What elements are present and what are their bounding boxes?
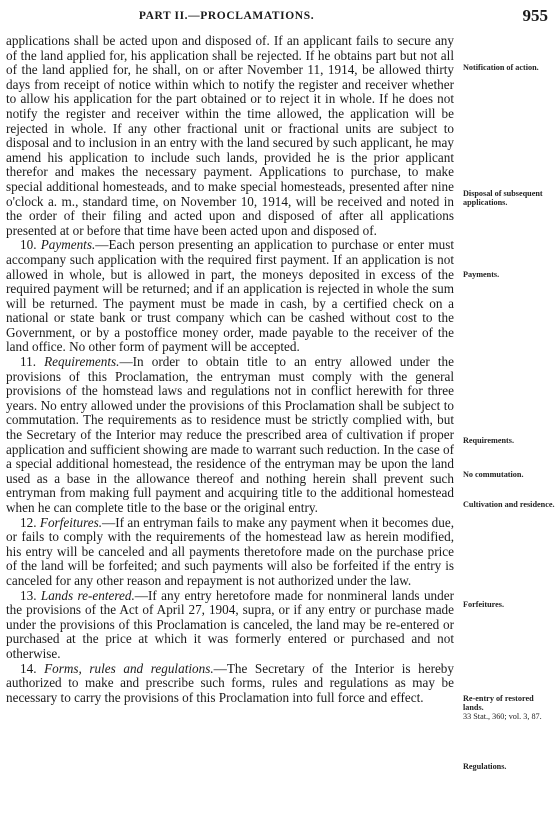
margin-note-forfeitures: Forfeitures. bbox=[463, 600, 504, 609]
margin-note-disposal: Disposal of subsequent applications. bbox=[463, 189, 543, 208]
section-heading: Forfeitures. bbox=[39, 514, 103, 530]
paragraph-payments: 10. Payments.—Each person presenting an application to purchase or enter must accompany such application with the required first payment. If an application is not allowed in whole, but is allowed in part, the moneys deposited in excess of the required payment will be returned; and if an application is rejected in whole the sum will be returned. The payment must be made in cash, by a certified check on a national or state bank or trust company which can be cashed without cost to the Government, or by a postoffice money order, made payable to the receiver of the land office. No other form of payment will be accepted. bbox=[6, 237, 454, 355]
section-number: 10. bbox=[20, 237, 37, 253]
margin-note-reentry-citation: 33 Stat., 360; vol. 3, 87. bbox=[463, 712, 542, 722]
section-number: 11. bbox=[20, 354, 36, 370]
paragraph-requirements: 11. Requirements.—In order to obtain title to an entry allowed under the provisions of this Proclamation, the entryman must comply with the general provisions of the homstead laws and regulations not in conflict herewith for three years. No entry allowed under the provisions of this Proclamation shall be subject to commutation. The requirements as to residence must be strictly complied with, but the Secretary of the Interior may reduce the prescribed area of cultivation if proper application and sufficient showing are made to warrant such reduction. In the case of a special additional homestead, the residence of the entryman may be upon the land used as a base in the allowance thereof and nothing herein shall prevent such entryman from making full payment and acquiring title to the additional homestead when he can complete title to the base or the original entry. bbox=[6, 354, 454, 515]
margin-note-requirements: Requirements. bbox=[463, 436, 515, 445]
margin-note-cultivation: Cultivation and residence. bbox=[463, 500, 555, 509]
section-heading: Requirements. bbox=[44, 354, 120, 370]
section-number: 12. bbox=[20, 514, 37, 530]
margin-note-no-commutation: No commutation. bbox=[463, 470, 524, 479]
margin-note-payments: Payments. bbox=[463, 270, 500, 279]
margin-note-regulations: Regulations. bbox=[463, 762, 507, 771]
paragraph-regulations: 14. Forms, rules and regulations.—The Secretary of the Interior is hereby authorized to make and prescribe such forms, rules and regulations as may be necessary to carry the provisions of this Proclamation into full force and effect. bbox=[6, 660, 454, 705]
section-heading: Payments. bbox=[40, 237, 96, 253]
margin-note-reentry-title: Re-entry of restored lands. bbox=[463, 694, 534, 713]
body-text bbox=[6, 34, 454, 705]
section-number: 13. bbox=[20, 587, 37, 603]
section-heading: Forms, rules and regulations. bbox=[44, 660, 214, 676]
paragraph-lands-reentered: 13. Lands re-entered.—If any entry heretofore made for nonmineral lands under the provisions of the Act of April 27, 1904, supra, or if any entry or purchase made under the provisions of this Proclamation is canceled, the land may be re-entered or purchased at the price at which it was formerly entered or purchased and not otherwise. bbox=[6, 587, 454, 661]
section-number: 14. bbox=[20, 660, 37, 676]
paragraph-forfeitures: 12. Forfeitures.—If an entryman fails to make any payment when it becomes due, or fails to comply with the requirements of the homestead law as herein modified, his entry will be canceled and all payments theretofore made on the purchase price of the land will be forfeited; and such payments will also be forfeited if the entry is canceled for any other reason and repayment is not authorized under the law. bbox=[6, 514, 454, 588]
page-header bbox=[0, 6, 558, 28]
margin-note-reentry bbox=[463, 694, 555, 722]
running-head: PART II.—PROCLAMATIONS. bbox=[138, 10, 315, 22]
page-number: 955 bbox=[522, 6, 548, 25]
section-heading: Lands re-entered. bbox=[40, 587, 135, 603]
paragraph-continuation: applications shall be acted upon and disposed of. If an applicant fails to secure any of the land applied for, his application shall be rejected. If he obtains part but not all of the land applied for, he shall, on or after November 11, 1914, be allowed thirty days from receipt of notice within which to notify the register and receiver whether to allow his application for the part obtained or to reject it in whole. If he does not notify the register and receiver within the time allowed, the application will be rejected in whole. If any other fractional unit or fractional units are subject to disposal and to inclusion in an entry with the land secured by such applicant, he may amend his application to include such lands, provided he is the prior applicant therefor and makes the necessary payment. Applications to purchase, to make special additional homesteads, and to make special homesteads, presented after nine o'clock a. m., standard time, on November 10, 1914, will be received and noted in the order of their filing and acted upon and disposed of after all applications presented at or before that time have been acted upon and disposed of. bbox=[6, 33, 454, 238]
margin-note-notification: Notification of action. bbox=[463, 63, 539, 72]
